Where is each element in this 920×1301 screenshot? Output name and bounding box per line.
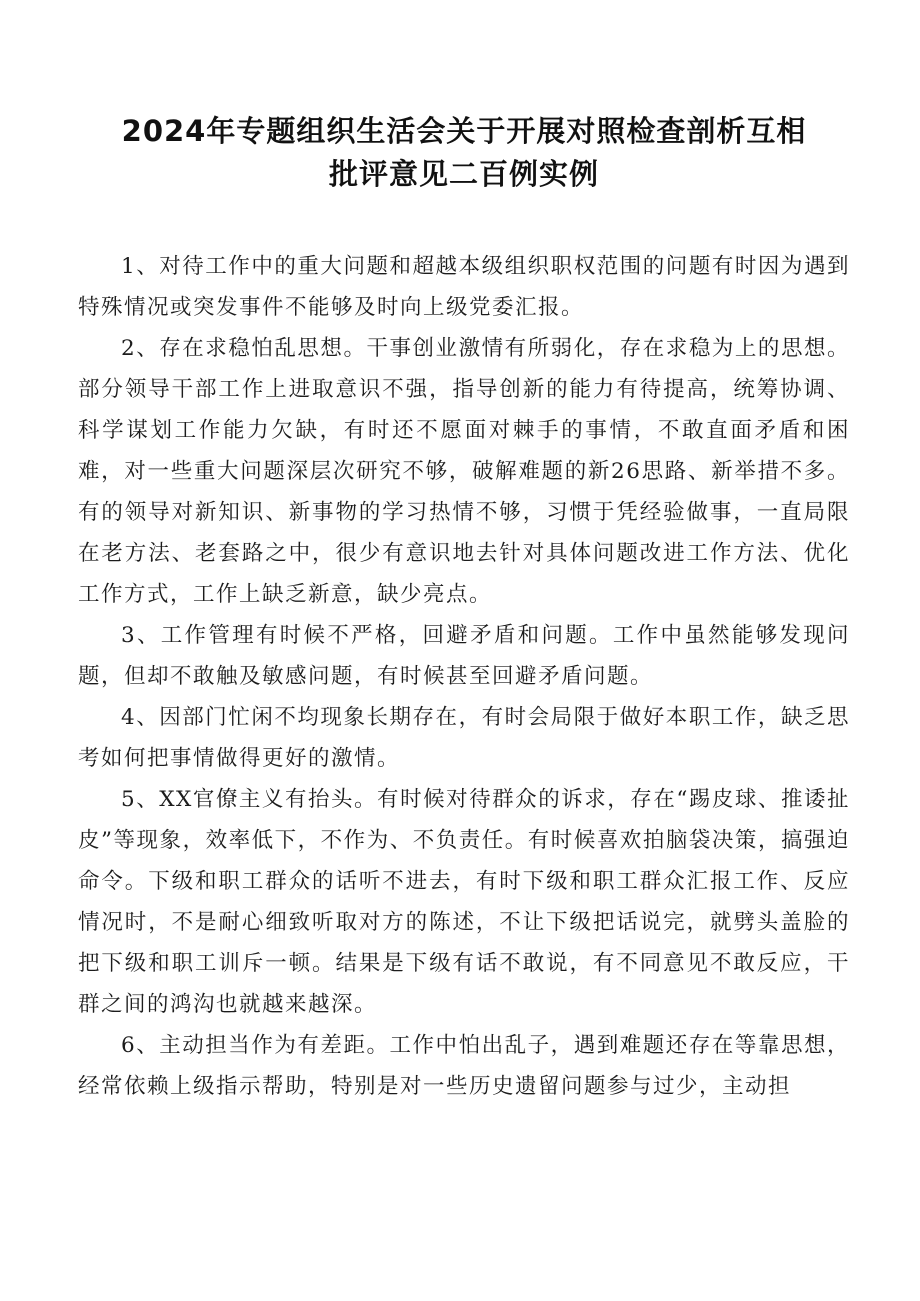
paragraph-4: 4、因部门忙闲不均现象长期存在，有时会局限于做好本职工作，缺乏思考如何把事情做得更好的激情。 xyxy=(78,705,850,771)
document-title-line-2: 批评意见二百例实例 xyxy=(328,157,599,191)
paragraph-6: 6、主动担当作为有差距。工作中怕出乱子，遇到难题还存在等靠思想，经常依赖上级指示帮助，特别是对一些历史遗留问题参与过少，主动担 xyxy=(78,1033,850,1099)
document-body xyxy=(78,246,850,1107)
paragraph-3: 3、工作管理有时候不严格，回避矛盾和问题。工作中虽然能够发现问题，但却不敢触及敏感问题，有时候甚至回避矛盾问题。 xyxy=(78,623,850,689)
document-title xyxy=(78,110,850,196)
paragraph-2: 2、存在求稳怕乱思想。干事创业激情有所弱化，存在求稳为上的思想。部分领导干部工作上进取意识不强，指导创新的能力有待提高，统筹协调、科学谋划工作能力欠缺，有时还不愿面对棘手的事情，不敢直面矛盾和困难，对一些重大问题深层次研究不够，破解难题的新26思路、新举措不多。有的领导对新知识、新事物的学习热情不够，习惯于凭经验做事，一直局限在老方法、老套路之中，很少有意识地去针对具体问题改进工作方法、优化工作方式，工作上缺乏新意，缺少亮点。 xyxy=(78,336,850,607)
document-title-line-1: 2024年专题组织生活会关于开展对照检查剖析互相 xyxy=(121,114,807,148)
paragraph-5: 5、XX官僚主义有抬头。有时候对待群众的诉求，存在“踢皮球、推诿扯皮”等现象，效率低下，不作为、不负责任。有时候喜欢拍脑袋决策，搞强迫命令。下级和职工群众的话听不进去，有时下级和职工群众汇报工作、反应情况时，不是耐心细致听取对方的陈述，不让下级把话说完，就劈头盖脸的把下级和职工训斥一顿。结果是下级有话不敢说，有不同意见不敢反应，干群之间的鸿沟也就越来越深。 xyxy=(78,787,850,1017)
paragraph-1: 1、对待工作中的重大问题和超越本级组织职权范围的问题有时因为遇到特殊情况或突发事件不能够及时向上级党委汇报。 xyxy=(78,254,850,320)
